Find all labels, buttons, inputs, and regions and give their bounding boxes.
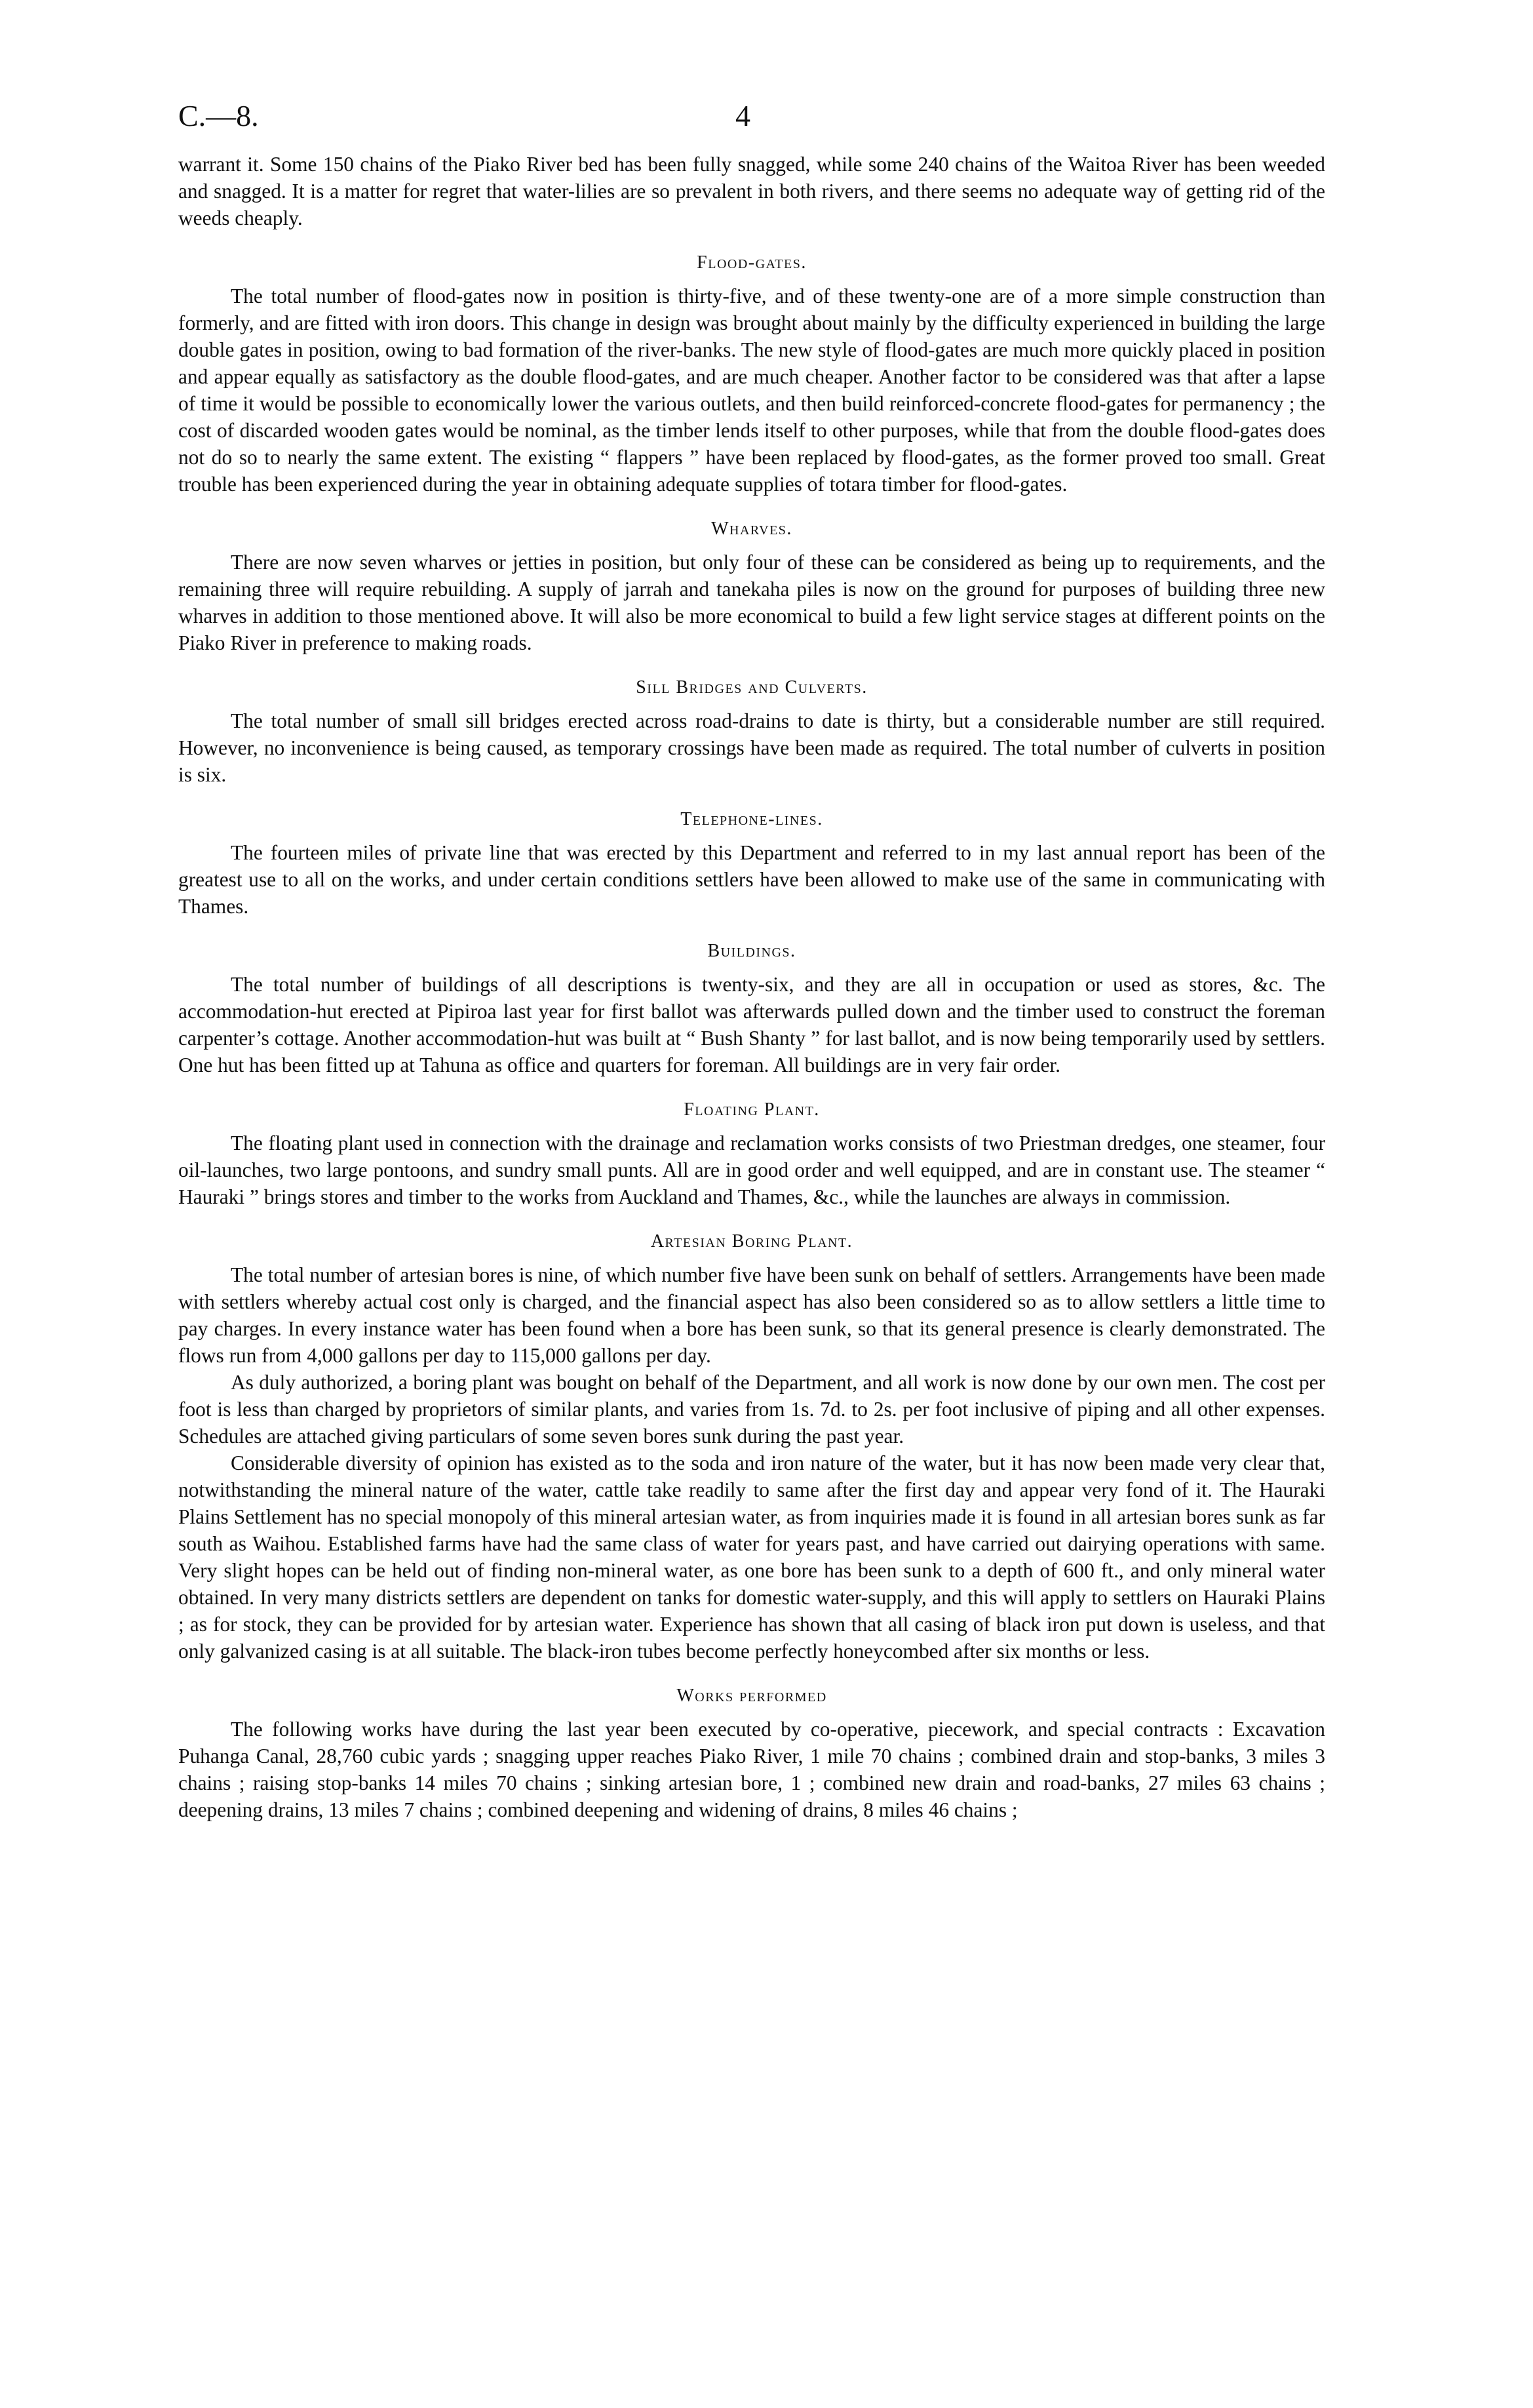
paragraph: Considerable diversity of opinion has existed as to the soda and iron nature of the water, but it has now been made very clear that, notwithstanding the mineral nature of the water, cattle take readily to same after the first day and appear very fond of it. The Hauraki Plains Settlement has no special monopoly of this mineral artesian water, as from inquiries made it is found in all artesian bores sunk as far south as Waihou. Established farms have had the same class of water for years past, and have carried out dairying operations with same. Very slight hopes can be held out of finding non-mineral water, as one bore has been sunk to a depth of 600 ft., and only mineral water obtained. In very many districts settlers are dependent on tanks for domestic water-supply, and this will apply to settlers on Hauraki Plains ; as for stock, they can be provided for by artesian water. Experience has shown that all casing of black iron put down is useless, and that only galvanized casing is at all suitable. The black-iron tubes become perfectly honeycombed after six months or less. bbox=[178, 1451, 1325, 1663]
section-heading: Works performed bbox=[676, 1686, 827, 1706]
document-page bbox=[178, 98, 1325, 1823]
section-heading: Buildings. bbox=[707, 941, 796, 961]
running-header bbox=[178, 98, 1325, 151]
paragraph: The total number of small sill bridges erected across road-drains to date is thirty, but a considerable number are still required. However, no inconvenience is being caused, as temporary crossings have been made as required. The total number of culverts in position is six. bbox=[178, 709, 1325, 786]
paragraph: The floating plant used in connection with the drainage and reclamation works consists of two Priestman dredges, one steamer, four oil-launches, two large pontoons, and sundry small punts. All are in good order and well equipped, and are in constant use. The steamer “ Hauraki ” brings stores and timber to the works from Auckland and Thames, &c., while the launches are always in commission. bbox=[178, 1132, 1325, 1208]
section-buildings bbox=[178, 938, 1325, 1078]
section-heading: Artesian Boring Plant. bbox=[650, 1231, 853, 1252]
paragraph: The total number of buildings of all descriptions is twenty-six, and they are all in occupation or used as stores, &c. The accommodation-hut erected at Pipiroa last year for first ballot was afterwards pulled down and the timber used to construct the foreman carpenter’s cottage. Another accommodation-hut was built at “ Bush Shanty ” for last ballot, and is now being temporarily used by settlers. One hut has been fitted up at Tahuna as office and quarters for foreman. All buildings are in very fair order. bbox=[178, 973, 1325, 1076]
page-number: 4 bbox=[735, 99, 750, 132]
paragraph: There are now seven wharves or jetties in position, but only four of these can be considered as being up to requirements, and the remaining three will require rebuilding. A supply of jarrah and tanekaha piles is now on the ground for purposes of building three new wharves in addition to those mentioned above. It will also be more economical to build a few light service stages at different points on the Piako River in preference to making roads. bbox=[178, 551, 1325, 654]
section-heading: Wharves. bbox=[711, 519, 792, 539]
paragraph: As duly authorized, a boring plant was bought on behalf of the Department, and all work is now done by our own men. The cost per foot is less than charged by proprietors of similar plants, and varies from 1s. 7d. to 2s. per foot inclusive of piping and all other expenses. Schedules are attached giving particulars of some seven bores sunk during the past year. bbox=[178, 1371, 1325, 1448]
section-heading: Sill Bridges and Culverts. bbox=[636, 677, 868, 698]
section-wharves bbox=[178, 516, 1325, 656]
section-flood-gates bbox=[178, 250, 1325, 498]
section-floating-plant bbox=[178, 1097, 1325, 1210]
paragraph: The fourteen miles of private line that was erected by this Department and referred to in my last annual report has been of the greatest use to all on the works, and under certain conditions settlers have been allowed to make use of the same in communicating with Thames. bbox=[178, 841, 1325, 918]
section-sill-bridges bbox=[178, 675, 1325, 788]
paragraph: The total number of artesian bores is nine, of which number five have been sunk on behalf of settlers. Arrangements have been made with settlers whereby actual cost only is charged, and the financial aspect has also been considered so as to allow settlers a little time to pay charges. In every instance water has been found when a bore has been sunk, so that its general presence is clearly demonstrated. The flows run from 4,000 gallons per day to 115,000 gallons per day. bbox=[178, 1263, 1325, 1367]
section-heading: Flood-gates. bbox=[697, 252, 807, 273]
paragraph: The total number of flood-gates now in position is thirty-five, and of these twenty-one are of a more simple construction than formerly, and are fitted with iron doors. This change in design was brought about mainly by the difficulty experienced in building the large double gates in position, owing to bad formation of the river-banks. The new style of flood-gates are much more quickly placed in position and appear equally as satisfactory as the double flood-gates, and are much cheaper. Another factor to be considered was that after a lapse of time it would be possible to economically lower the various outlets, and then build reinforced-concrete flood-gates for permanency ; the cost of discarded wooden gates would be nominal, as the timber lends itself to other purposes, while that from the double flood-gates does not do so to nearly the same extent. The existing “ flappers ” have been replaced by flood-gates, as the former proved too small. Great trouble has been experienced during the year in obtaining adequate supplies of totara timber for flood-gates. bbox=[178, 285, 1325, 496]
document-reference: C.—8. bbox=[178, 99, 259, 132]
opening-paragraph: warrant it. Some 150 chains of the Piako River bed has been fully snagged, while some 240 chains of the Waitoa River has been weeded and snagged. It is a matter for regret that water-lilies are so prevalent in both rivers, and there seems no adequate way of getting rid of the weeds cheaply. bbox=[178, 153, 1325, 229]
section-telephone-lines bbox=[178, 806, 1325, 920]
section-artesian-boring bbox=[178, 1229, 1325, 1665]
section-heading: Telephone-lines. bbox=[680, 809, 823, 829]
section-heading: Floating Plant. bbox=[684, 1099, 820, 1120]
paragraph: The following works have during the last year been executed by co-operative, piecework, and special contracts : Excavation Puhanga Canal, 28,760 cubic yards ; snagging upper reaches Piako River, 1 mile 70 chains ; combined drain and stop-banks, 3 miles 3 chains ; raising stop-banks 14 miles 70 chains ; sinking artesian bore, 1 ; combined new drain and road-banks, 27 miles 63 chains ; deepening drains, 13 miles 7 chains ; combined deepening and widening of drains, 8 miles 46 chains ; bbox=[178, 1718, 1325, 1821]
section-works-performed bbox=[178, 1683, 1325, 1823]
